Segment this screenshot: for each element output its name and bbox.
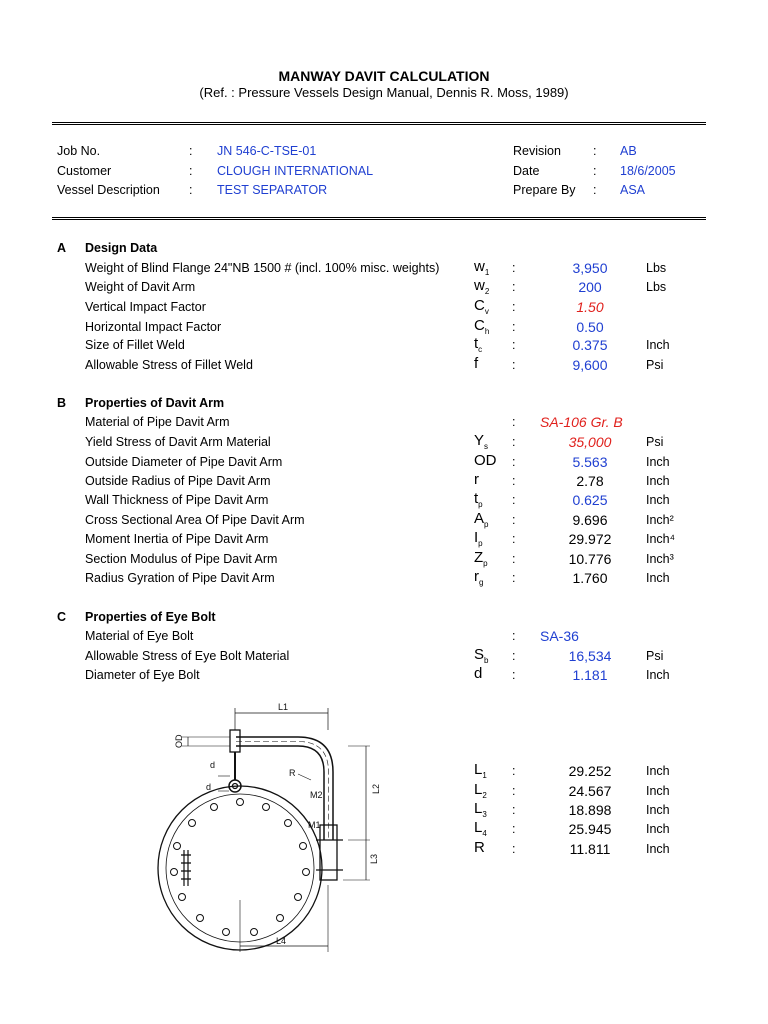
row-symbol [474,665,482,684]
bolt-hole [237,799,244,806]
dim-symbol-main: R [474,839,485,856]
row-label: Section Modulus of Pipe Davit Arm [85,552,278,566]
row-symbol-sub: h [484,327,490,336]
row-unit: Lbs [646,280,667,294]
row-label: Yield Stress of Davit Arm Material [85,435,271,449]
row-symbol [474,317,489,336]
prepare-value: ASA [620,183,646,197]
dim-colon: : [512,784,516,798]
row-unit: Inch [646,571,670,585]
dim-symbol [474,800,487,819]
row-symbol [474,258,489,277]
label-l1: L1 [278,702,289,712]
row-label: Material of Eye Bolt [85,629,194,643]
row-symbol-main: Z [474,549,484,566]
row-label: Allowable Stress of Fillet Weld [85,358,253,372]
row-value: 1.181 [572,667,608,683]
row-value: 16,534 [568,648,612,664]
bolt-hole [285,820,292,827]
bolt-hole [303,869,310,876]
bolt-hole [263,804,270,811]
dim-colon: : [512,842,516,856]
row-value: 1.50 [576,299,604,315]
dim-symbol-sub: 2 [482,791,487,800]
row-symbol [474,549,488,568]
row-colon: : [512,668,516,682]
row-colon: : [512,415,516,429]
dim-symbol-main: L [474,781,483,798]
divider-top [52,122,706,125]
row-unit: Inch [646,668,670,682]
row-value: 5.563 [572,454,608,470]
row-value: 9,600 [572,357,608,373]
dim-unit: Inch [646,842,670,856]
vessel-value: TEST SEPARATOR [217,183,328,197]
section-b-letter: B [57,396,67,410]
row-unit: Inch³ [646,552,674,566]
bolt-hole [189,820,196,827]
dim-value: 11.811 [569,841,611,857]
bolt-hole [295,894,302,901]
row-label: Vertical Impact Factor [85,300,206,314]
row-symbol-main: f [474,355,479,372]
dim-value: 29.252 [568,763,612,779]
row-unit: Psi [646,435,664,449]
row-colon: : [512,532,516,546]
bolt-hole [174,843,181,850]
row-symbol-main: d [474,665,483,682]
dim-unit: Inch [646,803,670,817]
row-colon: : [512,358,516,372]
row-symbol-main: A [474,510,485,527]
job-colon: : [189,144,193,158]
row-colon: : [512,474,516,488]
row-label: Material of Pipe Davit Arm [85,415,230,429]
row-label: Diameter of Eye Bolt [85,668,200,682]
row-unit: Inch² [646,513,674,527]
row-symbol-main: t [474,335,479,352]
row-symbol-sub: c [478,345,483,354]
date-colon: : [593,164,597,178]
dim-symbol-sub: 1 [482,771,487,780]
bolt-hole [300,843,307,850]
row-label: Allowable Stress of Eye Bolt Material [85,649,290,663]
row-symbol [474,490,483,509]
row-value: 0.50 [576,319,604,335]
revision-colon: : [593,144,597,158]
row-symbol [474,471,479,490]
row-symbol-main: t [474,490,479,507]
row-label: Weight of Blind Flange 24"NB 1500 # (incl. 100% misc. weights) [85,261,440,275]
dim-colon: : [512,764,516,778]
row-symbol-main: Y [474,432,485,449]
prepare-colon: : [593,183,597,197]
section-c-title: Properties of Eye Bolt [85,610,216,624]
dim-unit: Inch [646,822,670,836]
bolt-hole [179,894,186,901]
label-l2: L2 [371,783,381,794]
row-symbol [474,452,497,471]
dim-value: 18.898 [568,802,612,818]
date-value: 18/6/2005 [620,164,676,178]
vessel-colon: : [189,183,193,197]
row-label: Wall Thickness of Pipe Davit Arm [85,493,269,507]
customer-colon: : [189,164,193,178]
section-a-title: Design Data [85,241,158,255]
row-colon: : [512,552,516,566]
davit-drawing [148,700,388,955]
row-colon: : [512,338,516,352]
dim-symbol [474,839,485,858]
row-colon: : [512,261,516,275]
bolt-hole [251,929,258,936]
row-value: 0.375 [572,337,608,353]
prepare-label: Prepare By [513,183,576,197]
row-colon: : [512,455,516,469]
dim-unit: Inch [646,784,670,798]
dim-unit: Inch [646,764,670,778]
row-colon: : [512,493,516,507]
row-symbol-sub: s [484,442,489,451]
dim-symbol [474,819,487,838]
row-value: 3,950 [572,260,608,276]
job-value: JN 546-C-TSE-01 [217,144,317,158]
r-leader [298,774,311,780]
row-unit: Inch [646,474,670,488]
label-d-upper: d [210,760,216,770]
row-symbol-sub: b [484,656,489,665]
page-subtitle: (Ref. : Pressure Vessels Design Manual, Dennis R. Moss, 1989) [199,85,569,100]
bolt-hole [197,915,204,922]
revision-value: AB [620,144,637,158]
row-symbol [474,335,482,354]
dim-symbol-sub: 3 [482,810,487,819]
row-symbol-main: w [474,258,485,275]
dim-symbol-main: L [474,800,483,817]
row-colon: : [512,571,516,585]
row-unit: Inch⁴ [646,532,675,546]
label-d-lower: d [206,782,212,792]
row-symbol-sub: 2 [484,287,490,296]
row-symbol-main: r [474,568,479,585]
row-symbol-sub: v [484,307,489,316]
row-unit: Inch [646,493,670,507]
label-r: R [289,768,296,778]
dim-value: 24.567 [568,783,612,799]
label-m2: M2 [310,790,323,800]
row-symbol [474,355,478,374]
dim-symbol-sub: 4 [482,829,487,838]
row-symbol-sub: p [484,520,489,529]
row-symbol [474,432,488,451]
row-value: 10.776 [568,551,612,567]
row-label: Cross Sectional Area Of Pipe Davit Arm [85,513,305,527]
dim-symbol [474,761,487,780]
row-value: SA-36 [540,628,579,644]
revision-label: Revision [513,144,561,158]
row-symbol-sub: 1 [484,268,490,277]
label-m1: M1 [308,820,321,830]
dim-colon: : [512,803,516,817]
section-b-title: Properties of Davit Arm [85,396,225,410]
row-label: Radius Gyration of Pipe Davit Arm [85,571,275,585]
date-label: Date [513,164,540,178]
row-unit: Inch [646,338,670,352]
row-symbol-main: C [474,297,485,314]
row-symbol-main: C [474,317,485,334]
bolt-hole [211,804,218,811]
row-symbol-main: S [474,646,485,663]
row-unit: Inch [646,455,670,469]
row-unit: Lbs [646,261,667,275]
row-symbol-sub: p [478,539,483,548]
row-colon: : [512,300,516,314]
row-symbol-main: OD [474,452,497,469]
row-unit: Psi [646,358,664,372]
row-value: 0.625 [572,492,608,508]
row-symbol-main: I [474,529,479,546]
bolt-hole [277,915,284,922]
page-title: MANWAY DAVIT CALCULATION [278,68,490,84]
davit-vertical-stub [230,730,240,752]
row-symbol [474,277,489,296]
dim-colon: : [512,822,516,836]
row-colon: : [512,649,516,663]
row-label: Moment Inertia of Pipe Davit Arm [85,532,269,546]
row-label: Weight of Davit Arm [85,280,196,294]
row-symbol [474,646,488,665]
row-symbol-main: w [474,277,485,294]
section-c-letter: C [57,610,67,624]
row-value: 2.78 [576,473,604,489]
row-label: Outside Radius of Pipe Davit Arm [85,474,271,488]
label-l3: L3 [369,853,379,864]
row-value: 35,000 [568,434,612,450]
divider-bottom [52,217,706,220]
bolt-hole [171,869,178,876]
label-od: OD [174,734,184,748]
row-value: SA-106 Gr. B [540,414,623,430]
vessel-label: Vessel Description [57,183,160,197]
dim-symbol-main: L [474,819,483,836]
row-colon: : [512,320,516,334]
row-symbol [474,568,483,587]
row-symbol [474,510,488,529]
row-symbol [474,297,489,316]
label-l4: L4 [276,936,287,946]
row-symbol-main: r [474,471,479,488]
row-value: 9.696 [572,512,608,528]
row-colon: : [512,280,516,294]
customer-value: CLOUGH INTERNATIONAL [217,164,374,178]
row-symbol-sub: g [479,578,484,587]
row-label: Size of Fillet Weld [85,338,185,352]
row-unit: Psi [646,649,664,663]
row-label: Outside Diameter of Pipe Davit Arm [85,455,283,469]
row-colon: : [512,435,516,449]
job-label: Job No. [57,144,101,158]
section-a-letter: A [57,241,67,255]
customer-label: Customer [57,164,112,178]
row-label: Horizontal Impact Factor [85,320,222,334]
row-value: 200 [578,279,602,295]
dim-symbol-main: L [474,761,483,778]
dim-symbol [474,781,487,800]
row-symbol [474,529,483,548]
dim-value: 25.945 [568,821,612,837]
row-symbol-sub: p [478,500,483,509]
row-colon: : [512,629,516,643]
row-value: 29.972 [568,531,612,547]
row-colon: : [512,513,516,527]
row-value: 1.760 [572,570,608,586]
bolt-hole [223,929,230,936]
row-symbol-sub: p [483,559,488,568]
